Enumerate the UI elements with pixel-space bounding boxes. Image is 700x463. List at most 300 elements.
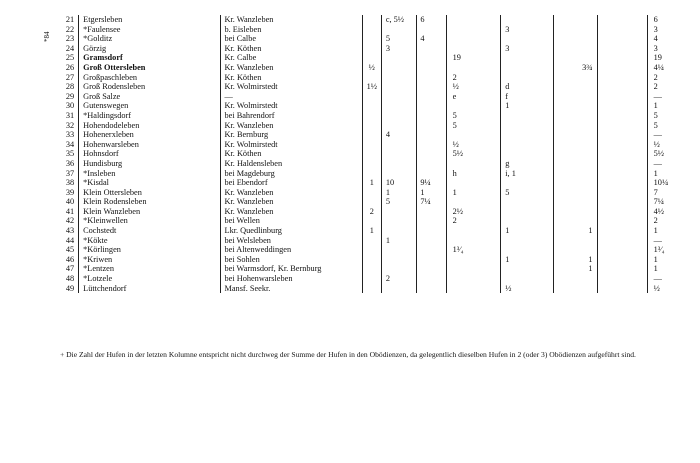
col-c (553, 207, 597, 217)
col-w: 4 (381, 130, 417, 140)
col-b: d (501, 82, 554, 92)
col-w (381, 73, 417, 83)
col-w (381, 149, 417, 159)
col-s (417, 226, 446, 236)
col-c: 1 (553, 226, 597, 236)
col-v (362, 236, 381, 246)
table-row (50, 53, 700, 63)
col-s (417, 111, 446, 121)
col-c (553, 188, 597, 198)
col-a: e (446, 92, 501, 102)
col-w (381, 25, 417, 35)
col-v (362, 15, 381, 25)
col-s: 7¼ (417, 197, 446, 207)
col-w (381, 63, 417, 73)
col-w (381, 264, 417, 274)
row-number: 40 (50, 197, 79, 207)
col-t (597, 149, 647, 159)
col-a (446, 197, 501, 207)
col-c (553, 130, 597, 140)
col-w: 2 (381, 274, 417, 284)
col-b (501, 207, 554, 217)
col-t (597, 188, 647, 198)
total-hufen: 1³⁄₄ (647, 245, 700, 255)
col-t (597, 73, 647, 83)
col-w: 10 (381, 178, 417, 188)
row-number: 33 (50, 130, 79, 140)
col-b: i, 1 (501, 169, 554, 179)
place-name: *Kleinwellen (79, 216, 220, 226)
table-row (50, 92, 700, 102)
total-hufen: 5 (647, 111, 700, 121)
col-v (362, 130, 381, 140)
table-row (50, 111, 700, 121)
row-number: 49 (50, 284, 79, 294)
col-t (597, 197, 647, 207)
col-s (417, 169, 446, 179)
col-w (381, 53, 417, 63)
total-hufen: 1 (647, 264, 700, 274)
col-t (597, 226, 647, 236)
col-t (597, 245, 647, 255)
col-s (417, 121, 446, 131)
total-hufen: 10¼ (647, 178, 700, 188)
total-hufen: ½ (647, 140, 700, 150)
col-v (362, 264, 381, 274)
col-s (417, 149, 446, 159)
col-c (553, 101, 597, 111)
district: b. Eisleben (224, 24, 262, 34)
row-number: 46 (50, 255, 79, 265)
col-w: 3 (381, 44, 417, 54)
district: Kr. Haldensleben (224, 158, 283, 168)
district: Kr. Köthen (224, 149, 262, 159)
col-b (501, 111, 554, 121)
row-number: 37 (50, 169, 79, 179)
total-hufen: 19 (647, 53, 700, 63)
col-t (597, 159, 647, 169)
total-hufen: — (647, 274, 700, 284)
col-a (446, 226, 501, 236)
table-row (50, 226, 700, 236)
col-t (597, 44, 647, 54)
col-t (597, 82, 647, 92)
col-a: ½ (446, 140, 501, 150)
place-name: *Lotzele (79, 274, 220, 284)
total-hufen: 2 (647, 73, 700, 83)
col-t (597, 92, 647, 102)
place-name: Groß Ottersleben (79, 63, 220, 73)
col-s (417, 53, 446, 63)
col-v (362, 53, 381, 63)
col-w (381, 245, 417, 255)
col-w (381, 140, 417, 150)
col-s (417, 44, 446, 54)
col-c (553, 15, 597, 25)
col-w: 5 (381, 197, 417, 207)
col-c (553, 121, 597, 131)
col-b: 5 (501, 188, 554, 198)
place-name: *Haldingsdorf (79, 111, 220, 121)
col-s: 9¼ (417, 178, 446, 188)
col-t (597, 236, 647, 246)
district: Kr. Köthen (224, 43, 262, 53)
total-hufen: — (647, 159, 700, 169)
col-t (597, 169, 647, 179)
row-number: 27 (50, 73, 79, 83)
district: bei Wellen (224, 216, 260, 226)
col-v (362, 111, 381, 121)
table-row (50, 82, 700, 92)
total-hufen: 5½ (647, 149, 700, 159)
col-a (446, 255, 501, 265)
row-number: 32 (50, 121, 79, 131)
col-t (597, 25, 647, 35)
col-t (597, 15, 647, 25)
total-hufen: 2 (647, 82, 700, 92)
table-row (50, 15, 700, 25)
col-b: ½ (501, 284, 554, 294)
table-row (50, 255, 700, 265)
col-a: 2½ (446, 207, 501, 217)
col-s (417, 255, 446, 265)
col-w (381, 216, 417, 226)
district: Kr. Wanzleben (224, 15, 274, 24)
col-t (597, 130, 647, 140)
col-b (501, 178, 554, 188)
row-number: 24 (50, 44, 79, 54)
district: Mansf. Seekr. (224, 283, 271, 293)
table-row (50, 284, 700, 294)
col-v (362, 255, 381, 265)
col-b (501, 130, 554, 140)
col-b (501, 245, 554, 255)
col-b (501, 274, 554, 284)
row-number: 28 (50, 82, 79, 92)
col-c: 1 (553, 255, 597, 265)
col-v: 1 (362, 226, 381, 236)
col-a (446, 130, 501, 140)
col-c (553, 82, 597, 92)
col-b (501, 236, 554, 246)
district: Kr. Wolmirstedt (224, 101, 278, 111)
ledger-table (50, 15, 700, 293)
col-v (362, 149, 381, 159)
table-row (50, 130, 700, 140)
col-a: 5 (446, 121, 501, 131)
table-row (50, 197, 700, 207)
col-v (362, 73, 381, 83)
row-number: 43 (50, 226, 79, 236)
col-c (553, 169, 597, 179)
place-name: Hohenwarsleben (79, 140, 220, 150)
col-w (381, 284, 417, 294)
total-hufen: 4¼ (647, 63, 700, 73)
row-number: 35 (50, 149, 79, 159)
col-s (417, 25, 446, 35)
col-b (501, 197, 554, 207)
col-t (597, 207, 647, 217)
col-a (446, 236, 501, 246)
place-name: Großpaschleben (79, 73, 220, 83)
col-b: g (501, 159, 554, 169)
table-row (50, 149, 700, 159)
col-s: 4 (417, 34, 446, 44)
col-v (362, 101, 381, 111)
col-v (362, 188, 381, 198)
col-v: 1 (362, 178, 381, 188)
total-hufen: — (647, 130, 700, 140)
col-c (553, 274, 597, 284)
col-b (501, 264, 554, 274)
row-number: 36 (50, 159, 79, 169)
total-hufen: 5 (647, 121, 700, 131)
place-name: *Lentzen (79, 264, 220, 274)
col-a (446, 101, 501, 111)
table-row (50, 34, 700, 44)
table-row (50, 169, 700, 179)
total-hufen: 3 (647, 44, 700, 54)
total-hufen: 7 (647, 188, 700, 198)
col-s (417, 159, 446, 169)
total-hufen: 4 (647, 34, 700, 44)
col-a (446, 25, 501, 35)
row-number: 34 (50, 140, 79, 150)
col-v (362, 92, 381, 102)
col-a: 1 (446, 188, 501, 198)
table-row (50, 236, 700, 246)
table-row (50, 63, 700, 73)
ledger-body (50, 15, 700, 293)
col-w (381, 111, 417, 121)
col-b: 3 (501, 25, 554, 35)
col-w (381, 159, 417, 169)
col-s (417, 284, 446, 294)
district: Kr. Wanzleben (224, 62, 274, 72)
district: Kr. Wanzleben (224, 120, 274, 130)
col-s (417, 92, 446, 102)
place-name: Klein Ottersleben (79, 188, 220, 198)
col-v (362, 169, 381, 179)
table-row (50, 178, 700, 188)
table-row (50, 159, 700, 169)
col-t (597, 121, 647, 131)
district: Kr. Wanzleben (224, 197, 274, 207)
col-b (501, 73, 554, 83)
col-s (417, 216, 446, 226)
col-c (553, 178, 597, 188)
place-name: Etgersleben (79, 15, 220, 25)
col-c (553, 245, 597, 255)
col-c: 3¾ (553, 63, 597, 73)
district: Kr. Calbe (224, 53, 257, 63)
col-c (553, 284, 597, 294)
col-t (597, 101, 647, 111)
district: bei Calbe (224, 34, 257, 44)
place-name: *Kisdal (79, 178, 220, 188)
total-hufen: 7¼ (647, 197, 700, 207)
place-name: Hohendodeleben (79, 121, 220, 131)
col-w (381, 121, 417, 131)
row-number: 26 (50, 63, 79, 73)
col-v (362, 284, 381, 294)
district: bei Bahrendorf (224, 110, 275, 120)
col-b (501, 53, 554, 63)
col-a (446, 63, 501, 73)
col-s (417, 130, 446, 140)
col-v: 1½ (362, 82, 381, 92)
col-t (597, 264, 647, 274)
col-b: f (501, 92, 554, 102)
col-c (553, 159, 597, 169)
table-row (50, 25, 700, 35)
col-s (417, 63, 446, 73)
col-w (381, 101, 417, 111)
total-hufen: 6 (647, 15, 700, 25)
row-number: 38 (50, 178, 79, 188)
col-a: 5½ (446, 149, 501, 159)
col-a (446, 284, 501, 294)
col-a: 2 (446, 216, 501, 226)
row-number: 25 (50, 53, 79, 63)
col-s (417, 73, 446, 83)
col-s (417, 82, 446, 92)
col-a (446, 34, 501, 44)
col-v (362, 121, 381, 131)
col-v: ½ (362, 63, 381, 73)
col-w: 5 (381, 34, 417, 44)
col-t (597, 216, 647, 226)
col-b (501, 149, 554, 159)
row-number: 22 (50, 25, 79, 35)
col-b: 3 (501, 44, 554, 54)
table-row (50, 73, 700, 83)
total-hufen: 4½ (647, 207, 700, 217)
col-a (446, 274, 501, 284)
place-name: *Körlingen (79, 245, 220, 255)
col-c (553, 149, 597, 159)
col-t (597, 284, 647, 294)
place-name: Cochstedt (79, 226, 220, 236)
district: Kr. Bernburg (224, 130, 269, 140)
table-row (50, 140, 700, 150)
place-name: *Golditz (79, 34, 220, 44)
col-a: 1³⁄₄ (446, 245, 501, 255)
col-b (501, 63, 554, 73)
table-row (50, 188, 700, 198)
col-t (597, 140, 647, 150)
col-w (381, 226, 417, 236)
col-c (553, 216, 597, 226)
district: bei Hohenwarsleben (224, 274, 293, 284)
district: Kr. Wolmirstedt (224, 82, 278, 92)
col-t (597, 63, 647, 73)
col-c (553, 197, 597, 207)
district: bei Welsleben (224, 235, 271, 245)
col-w (381, 255, 417, 265)
col-c (553, 111, 597, 121)
col-w (381, 169, 417, 179)
total-hufen: — (647, 236, 700, 246)
place-name: *Kriwen (79, 255, 220, 265)
place-name: Klein Wanzleben (79, 207, 220, 217)
district: Kr. Wanzleben (224, 187, 274, 197)
district: bei Sohlen (224, 254, 260, 264)
col-s (417, 140, 446, 150)
col-a: h (446, 169, 501, 179)
col-w: c, 5½ (381, 15, 417, 25)
table-row (50, 216, 700, 226)
place-name: Hundisburg (79, 159, 220, 169)
row-number: 21 (50, 15, 79, 25)
row-number: 31 (50, 111, 79, 121)
total-hufen: 3 (647, 25, 700, 35)
row-number: 44 (50, 236, 79, 246)
col-c (553, 236, 597, 246)
row-number: 42 (50, 216, 79, 226)
col-c (553, 44, 597, 54)
margin-note: *84 (43, 31, 51, 42)
district: bei Magdeburg (224, 168, 275, 178)
total-hufen: ½ (647, 284, 700, 294)
col-c (553, 140, 597, 150)
col-a: 5 (446, 111, 501, 121)
row-number: 39 (50, 188, 79, 198)
district: — (224, 91, 233, 101)
col-v (362, 140, 381, 150)
row-number: 30 (50, 101, 79, 111)
place-name: *Faulensee (79, 25, 220, 35)
col-t (597, 53, 647, 63)
col-v (362, 274, 381, 284)
footnote: + Die Zahl der Hufen in der letzten Kolumne entspricht nicht durchweg der Summe der Hufen in den Obödienzen, da gelegentlich dieselben Hufen in 2 (oder 3) Obödienzen aufgeführt sind. (60, 350, 636, 359)
district: Lkr. Quedlinburg (224, 226, 282, 236)
col-v (362, 25, 381, 35)
col-s (417, 207, 446, 217)
row-number: 41 (50, 207, 79, 217)
col-w: 1 (381, 236, 417, 246)
col-a: 2 (446, 73, 501, 83)
total-hufen: 1 (647, 101, 700, 111)
col-c (553, 34, 597, 44)
col-s (417, 245, 446, 255)
col-w: 1 (381, 188, 417, 198)
col-c: 1 (553, 264, 597, 274)
place-name: Görzig (79, 44, 220, 54)
total-hufen: 2 (647, 216, 700, 226)
col-v (362, 159, 381, 169)
col-t (597, 34, 647, 44)
col-t (597, 111, 647, 121)
place-name: Klein Rodensleben (79, 197, 220, 207)
col-c (553, 73, 597, 83)
col-w (381, 82, 417, 92)
row-number: 48 (50, 274, 79, 284)
col-v (362, 216, 381, 226)
col-a (446, 178, 501, 188)
table-row (50, 101, 700, 111)
district: bei Warmsdorf, Kr. Bernburg (224, 264, 322, 274)
col-s: 6 (417, 15, 446, 25)
col-v (362, 34, 381, 44)
col-s: 1 (417, 188, 446, 198)
col-b (501, 216, 554, 226)
table-row (50, 245, 700, 255)
col-a: 19 (446, 53, 501, 63)
col-t (597, 274, 647, 284)
total-hufen: 1 (647, 169, 700, 179)
place-name: Lüttchendorf (79, 284, 220, 294)
